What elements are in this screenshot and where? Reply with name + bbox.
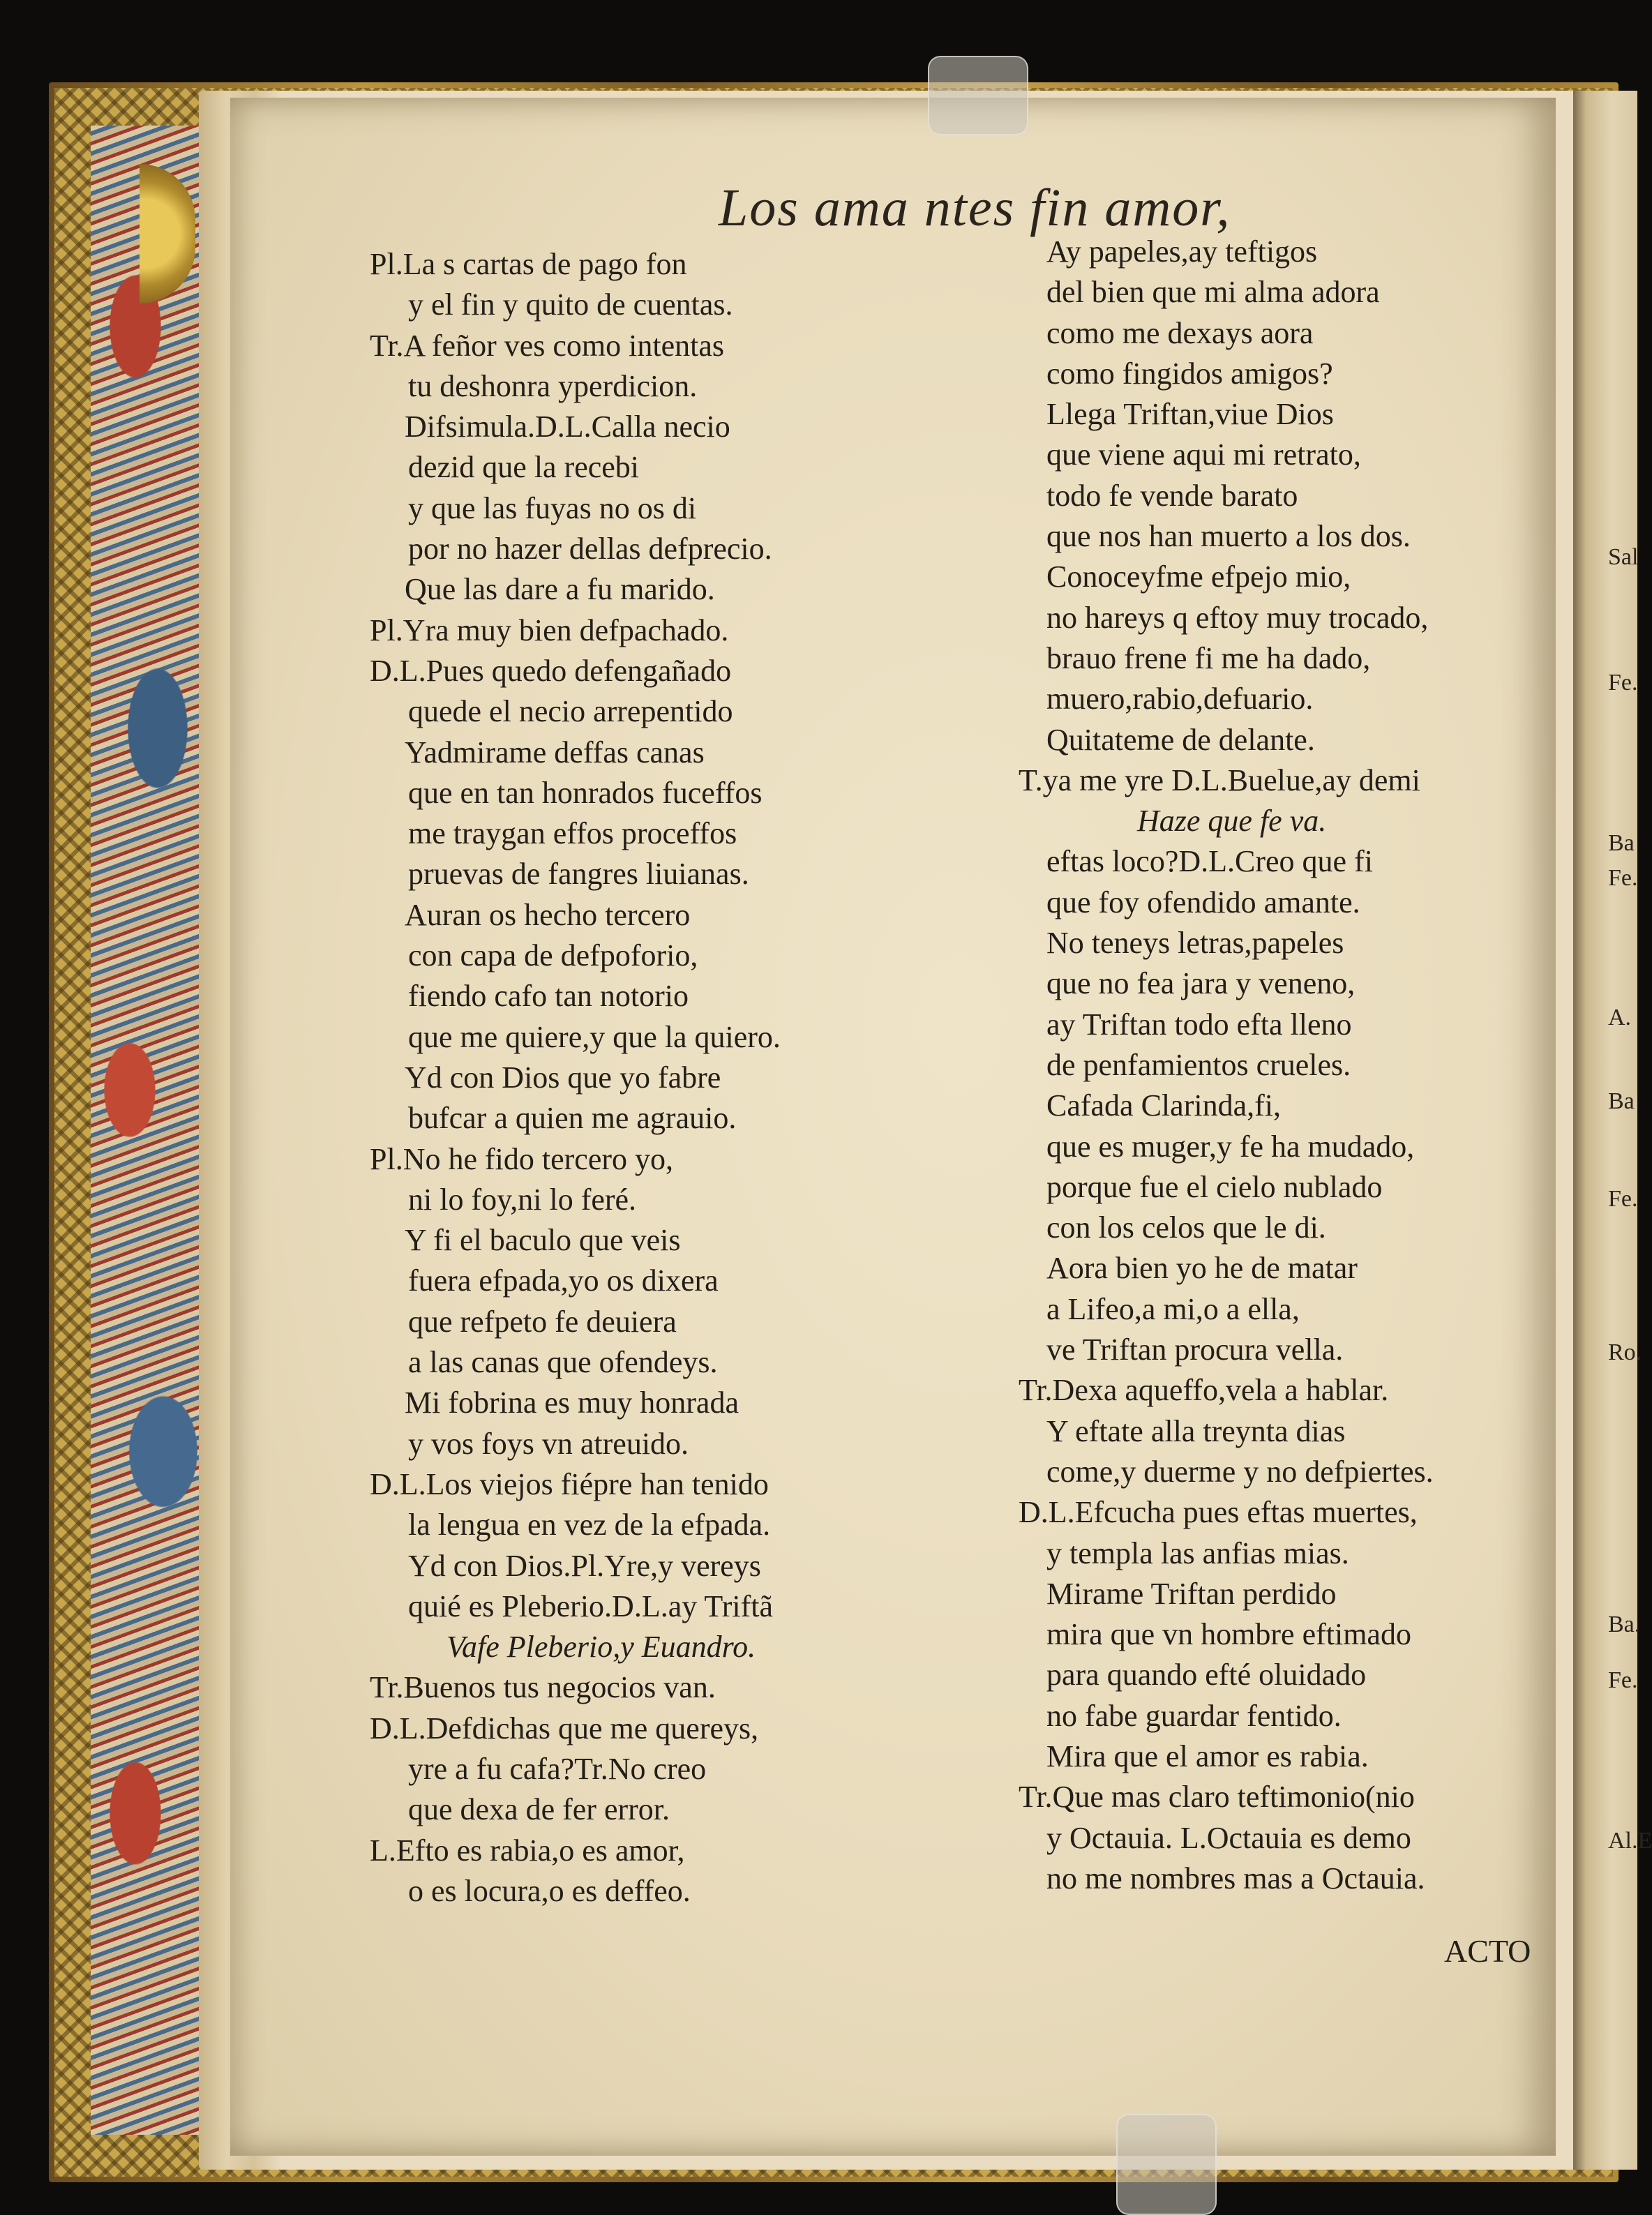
page-clip-bottom bbox=[1116, 2114, 1217, 2215]
text-line: ay Triftan todo efta lleno bbox=[1046, 1007, 1352, 1042]
text-line: Haze que fe va. bbox=[1137, 804, 1327, 839]
text-line: mira que vn hombre eftimado bbox=[1046, 1617, 1411, 1652]
margin-fragment: Fe. bbox=[1608, 1667, 1638, 1693]
text-line: brauo frene fi me ha dado, bbox=[1046, 640, 1371, 675]
text-line: Conoceyfme efpejo mio, bbox=[1046, 560, 1351, 594]
text-line: Vafe Pleberio,y Euandro. bbox=[446, 1630, 756, 1665]
text-line: Tr.A feñor ves como intentas bbox=[370, 328, 724, 363]
text-line: la lengua en vez de la efpada. bbox=[408, 1508, 771, 1542]
text-line: como fingidos amigos? bbox=[1046, 356, 1333, 391]
text-line: fuera efpada,yo os dixera bbox=[408, 1263, 719, 1298]
text-line: Llega Triftan,viue Dios bbox=[1046, 397, 1334, 432]
text-line: L.Efto es rabia,o es amor, bbox=[370, 1833, 685, 1868]
marbled-endpaper bbox=[91, 126, 202, 2135]
text-line: Aora bien yo he de matar bbox=[1046, 1251, 1358, 1286]
text-line: no hareys q eftoy muy trocado, bbox=[1046, 600, 1429, 635]
text-line: Mirame Triftan perdido bbox=[1046, 1576, 1337, 1611]
text-line: muero,rabio,defuario. bbox=[1046, 682, 1314, 716]
text-line: a las canas que ofendeys. bbox=[408, 1345, 718, 1380]
text-line: tu deshonra yperdicion. bbox=[408, 368, 698, 403]
text-line: que dexa de fer error. bbox=[408, 1792, 670, 1827]
text-line: quede el necio arrepentido bbox=[408, 694, 733, 729]
text-line: o es locura,o es deffeo. bbox=[408, 1873, 691, 1908]
text-line: Tr.Que mas claro teftimonio(nio bbox=[1019, 1780, 1415, 1815]
text-line: T.ya me yre D.L.Buelue,ay demi bbox=[1019, 763, 1420, 797]
page-clip-top bbox=[928, 56, 1028, 135]
text-line: come,y duerme y no defpiertes. bbox=[1046, 1454, 1434, 1489]
text-line: Mi fobrina es muy honrada bbox=[405, 1386, 739, 1420]
text-line: por no hazer dellas defprecio. bbox=[408, 532, 772, 566]
text-line: quié es Pleberio.D.L.ay Triftã bbox=[408, 1589, 774, 1623]
margin-fragment: Al.E bbox=[1608, 1828, 1652, 1854]
running-header: Los ama ntes fin amor, bbox=[719, 179, 1231, 237]
text-line: ni lo foy,ni lo feré. bbox=[408, 1182, 637, 1217]
text-line: fiendo cafo tan notorio bbox=[408, 979, 689, 1014]
text-line: que es muger,y fe ha mudado, bbox=[1046, 1129, 1415, 1164]
text-line: que refpeto fe deuiera bbox=[408, 1304, 677, 1339]
text-line: y Octauia. L.Octauia es demo bbox=[1046, 1820, 1411, 1855]
text-line: porque fue el cielo nublado bbox=[1046, 1169, 1383, 1204]
text-line: y el fin y quito de cuentas. bbox=[408, 287, 733, 322]
text-line: a Lifeo,a mi,o a ella, bbox=[1046, 1291, 1300, 1326]
text-line: Pl.No he fido tercero yo, bbox=[370, 1141, 673, 1176]
text-line: que en tan honrados fuceffos bbox=[408, 775, 763, 810]
text-line: Y eftate alla treynta dias bbox=[1046, 1413, 1346, 1448]
margin-fragment: Fe. bbox=[1608, 865, 1638, 891]
text-line: Yd con Dios que yo fabre bbox=[405, 1060, 721, 1095]
text-line: Cafada Clarinda,fi, bbox=[1046, 1088, 1281, 1123]
text-line: y templa las anfias mias. bbox=[1046, 1536, 1349, 1570]
text-line: Mira que el amor es rabia. bbox=[1046, 1739, 1369, 1773]
text-line: y vos foys vn atreuido. bbox=[408, 1426, 689, 1461]
text-line: todo fe vende barato bbox=[1046, 478, 1298, 513]
margin-fragment: Sal bbox=[1608, 544, 1639, 570]
text-line: D.L.Los viejos fiépre han tenido bbox=[370, 1466, 769, 1501]
text-line: y que las fuyas no os di bbox=[408, 490, 697, 525]
text-line: no me nombres mas a Octauia. bbox=[1046, 1861, 1425, 1895]
text-line: que no fea jara y veneno, bbox=[1046, 966, 1356, 1001]
text-line: Auran os hecho tercero bbox=[405, 897, 691, 932]
text-line: dezid que la recebi bbox=[408, 450, 640, 485]
margin-fragment: Ba bbox=[1608, 1088, 1635, 1114]
text-line: D.L.Pues quedo defengañado bbox=[370, 653, 732, 688]
text-line: con capa de defpoforio, bbox=[408, 938, 698, 973]
text-line: Tr.Dexa aqueffo,vela a hablar. bbox=[1019, 1373, 1389, 1408]
text-line: No teneys letras,papeles bbox=[1046, 926, 1344, 961]
text-line: eftas loco?D.L.Creo que fi bbox=[1046, 844, 1373, 879]
margin-fragment: A. bbox=[1608, 1005, 1632, 1030]
text-line: con los celos que le di. bbox=[1046, 1210, 1326, 1245]
text-line: que foy ofendido amante. bbox=[1046, 885, 1360, 919]
text-line: que nos han muerto a los dos. bbox=[1046, 519, 1411, 554]
text-line: del bien que mi alma adora bbox=[1046, 275, 1380, 310]
text-line: Yadmirame deffas canas bbox=[405, 735, 705, 769]
text-line: Ay papeles,ay teftigos bbox=[1046, 234, 1318, 269]
text-line: Y fi el baculo que veis bbox=[405, 1223, 681, 1258]
text-line: Pl.Yra muy bien defpachado. bbox=[370, 613, 729, 647]
text-line: Yd con Dios.Pl.Yre,y vereys bbox=[408, 1548, 761, 1583]
text-line: me traygan effos proceffos bbox=[408, 816, 737, 851]
margin-fragment: Fe. bbox=[1608, 670, 1638, 696]
catchword: ACTO bbox=[1444, 1933, 1531, 1969]
text-line: Tr.Buenos tus negocios van. bbox=[370, 1670, 716, 1705]
left-text-column bbox=[370, 244, 998, 1912]
text-line: para quando efté oluidado bbox=[1046, 1658, 1367, 1692]
text-line: pruevas de fangres liuianas. bbox=[408, 857, 749, 892]
text-line: Difsimula.D.L.Calla necio bbox=[405, 410, 730, 444]
text-line: D.L.Efcucha pues eftas muertes, bbox=[1019, 1495, 1418, 1530]
text-line: Quitateme de delante. bbox=[1046, 722, 1315, 757]
text-line: de penfamientos crueles. bbox=[1046, 1047, 1351, 1082]
text-line: D.L.Defdichas que me quereys, bbox=[370, 1711, 759, 1745]
text-line: como me dexays aora bbox=[1046, 315, 1314, 350]
text-line: yre a fu cafa?Tr.No creo bbox=[408, 1751, 707, 1786]
text-line: Que las dare a fu marido. bbox=[405, 572, 715, 607]
text-line: no fabe guardar fentido. bbox=[1046, 1698, 1342, 1733]
facing-page-margin bbox=[1608, 98, 1652, 2156]
margin-fragment: Ro. bbox=[1608, 1339, 1642, 1365]
right-text-column bbox=[1019, 232, 1577, 1899]
text-line: Pl.La s cartas de pago fon bbox=[370, 247, 687, 281]
margin-fragment: Ba. bbox=[1608, 1612, 1641, 1637]
text-line: ve Triftan procura vella. bbox=[1046, 1332, 1344, 1367]
text-line: bufcar a quien me agrauio. bbox=[408, 1101, 737, 1136]
text-line: que me quiere,y que la quiero. bbox=[408, 1019, 781, 1054]
text-line: que viene aqui mi retrato, bbox=[1046, 437, 1361, 472]
margin-fragment: Fe. bbox=[1608, 1186, 1638, 1212]
margin-fragment: Ba bbox=[1608, 830, 1635, 856]
